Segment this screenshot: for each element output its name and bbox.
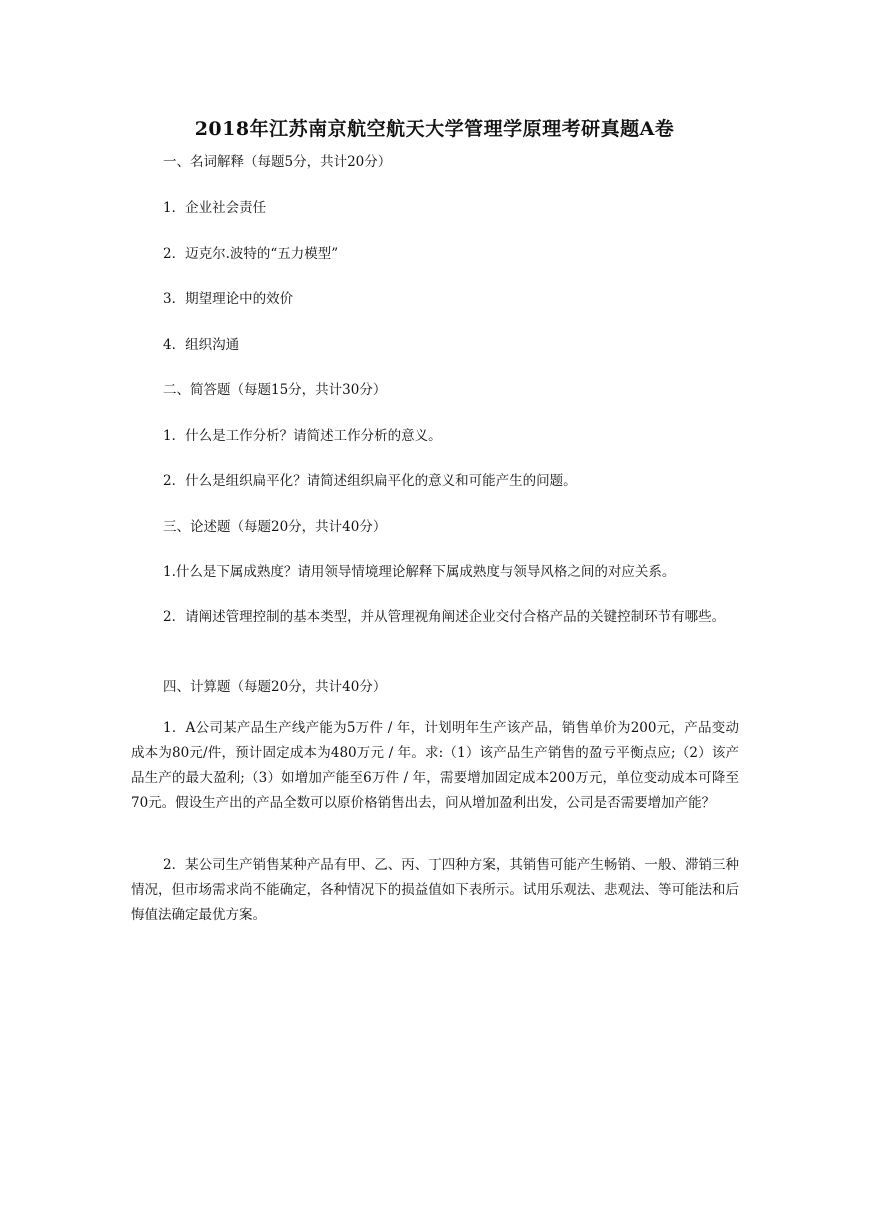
section-3-item-2: 2．请阐述管理控制的基本类型，并从管理视角阐述企业交付合格产品的关键控制环节有哪些。 — [163, 609, 726, 625]
section-2-heading: 二、简答题（每题15分，共计30分） — [163, 382, 387, 398]
section-1-item-3: 3．期望理论中的效价 — [163, 291, 294, 307]
section-1-item-1: 1．企业社会责任 — [163, 200, 267, 216]
section-3-heading: 三、论述题（每题20分，共计40分） — [163, 519, 387, 535]
section-1-heading: 一、名词解释（每题5分，共计20分） — [163, 154, 392, 170]
section-1-item-2: 2．迈克尔.波特的“五力模型” — [163, 246, 339, 262]
section-4-item-1: 1．A公司某产品生产线产能为5万件 / 年，计划明年生产该产品，销售单价为200元，产品变动成本为80元/件，预计固定成本为480万元 / 年。求:（1）该产品生产销售的盈亏平衡点应;（2）该产品生产的最大盈利;（3）如增加产能至6万件 / 年，需要增加固定成本200万元，单位变动成本可降至70元。假设生产出的产品全数可以原价格销售出去，问从增加盈利出发，公司是否需要增加产能？ — [131, 720, 739, 811]
section-3-item-1: 1.什么是下属成熟度？请用领导情境理论解释下属成熟度与领导风格之间的对应关系。 — [163, 564, 676, 580]
section-4-item-2: 2．某公司生产销售某种产品有甲、乙、丙、丁四种方案，其销售可能产生畅销、一般、滞销三种情况，但市场需求尚不能确定，各种情况下的损益值如下表所示。试用乐观法、悲观法、等可能法和后悔值法确定最优方案。 — [131, 857, 739, 923]
section-4-heading: 四、计算题（每题20分，共计40分） — [163, 679, 387, 695]
section-2-item-1: 1．什么是工作分析？请简述工作分析的意义。 — [163, 428, 442, 444]
section-2-item-2: 2．什么是组织扁平化？请简述组织扁平化的意义和可能产生的问题。 — [163, 473, 577, 489]
document-title: 2018年江苏南京航空航天大学管理学原理考研真题A卷 — [194, 118, 675, 140]
section-1-item-4: 4．组织沟通 — [163, 337, 240, 353]
